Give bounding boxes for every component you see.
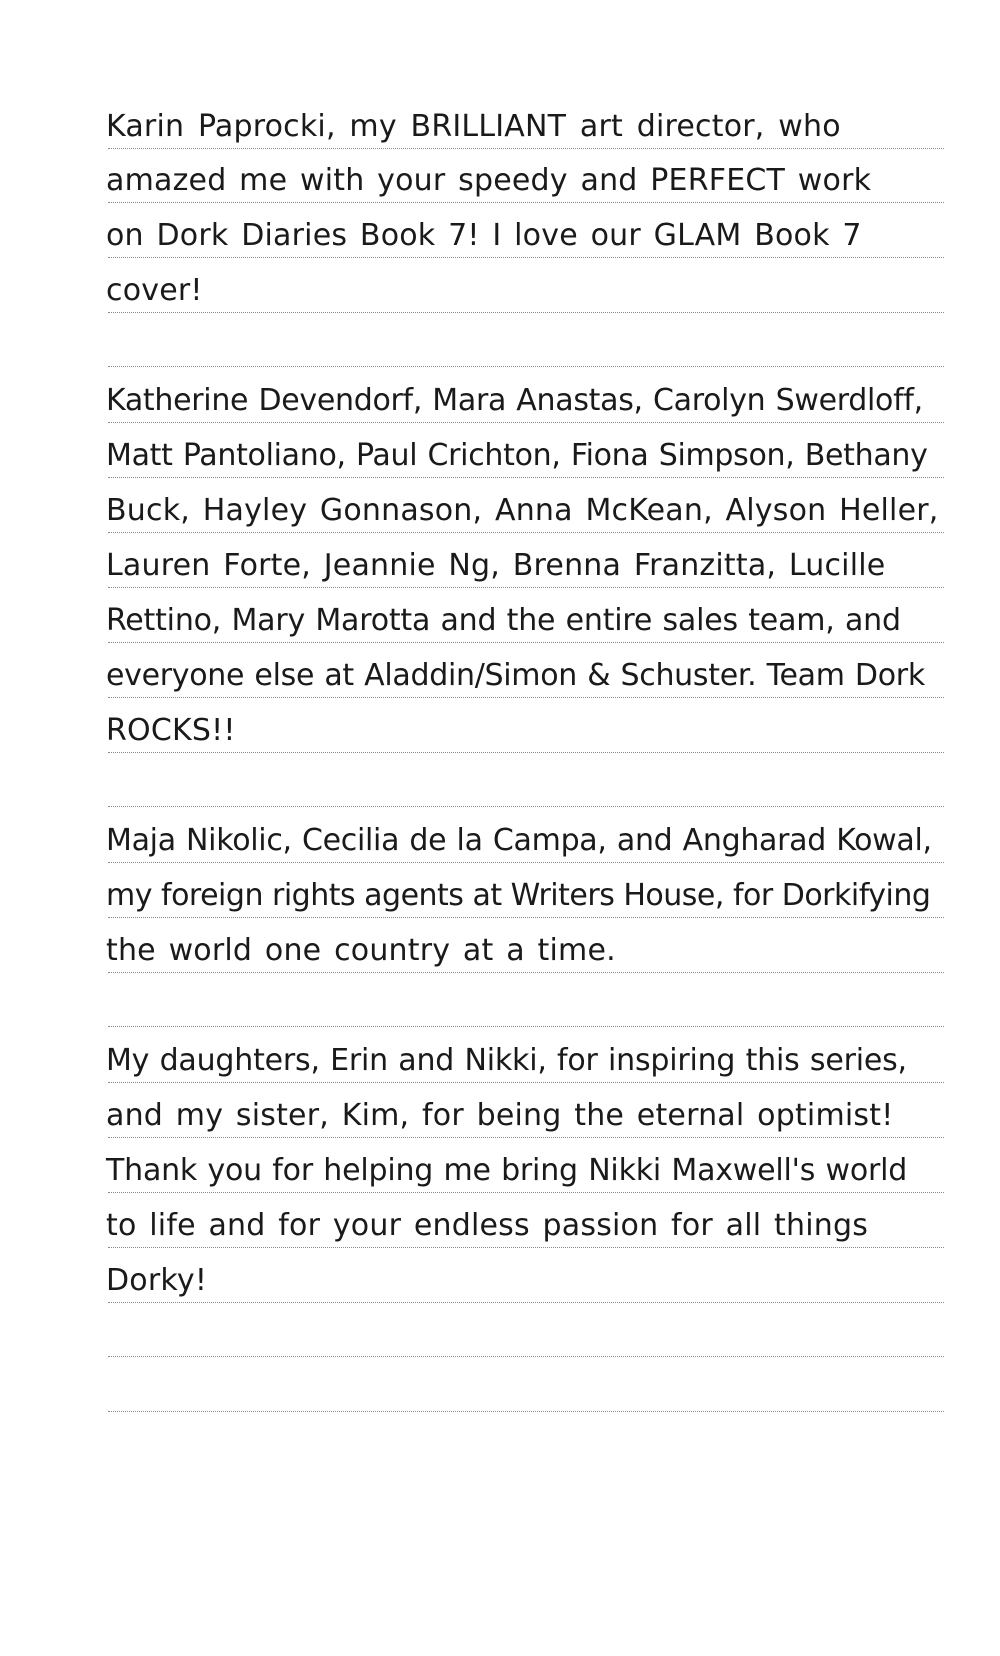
text-line-content: the world one country at a time. — [106, 933, 616, 968]
text-line-content: Buck, Hayley Gonnason, Anna McKean, Alyson Heller, — [106, 493, 939, 528]
text-line — [106, 1191, 946, 1247]
text-line — [106, 1136, 946, 1192]
ruled-line — [108, 1302, 944, 1303]
text-line — [106, 366, 946, 422]
ruled-line — [108, 1411, 944, 1412]
text-line — [106, 1081, 946, 1137]
text-line-content: to life and for your endless passion for all things — [106, 1208, 869, 1243]
text-line — [106, 201, 946, 257]
text-line-content: Maja Nikolic, Cecilia de la Campa, and Angharad Kowal, — [106, 823, 932, 858]
text-line-content: My daughters, Erin and Nikki, for inspiring this series, — [106, 1043, 907, 1078]
text-line — [106, 256, 946, 312]
text-line — [106, 92, 946, 148]
text-line-content: Rettino, Mary Marotta and the entire sales team, and — [106, 603, 901, 638]
ruled-line — [108, 752, 944, 753]
text-line-content: Thank you for helping me bring Nikki Maxwell's world — [106, 1153, 908, 1188]
text-line-content: and my sister, Kim, for being the eternal optimist! — [106, 1098, 894, 1133]
text-line — [106, 1026, 946, 1082]
text-line — [106, 146, 946, 202]
text-line-content: Dorky! — [106, 1263, 208, 1298]
text-line — [106, 586, 946, 642]
ruled-line — [108, 1356, 944, 1357]
text-line — [106, 861, 946, 917]
text-line — [106, 476, 946, 532]
text-line-content: my foreign rights agents at Writers House, for Dorkifying — [106, 878, 931, 913]
text-line — [106, 641, 946, 697]
text-line-content: Katherine Devendorf, Mara Anastas, Carolyn Swerdloff, — [106, 383, 923, 418]
text-line-content: ROCKS!! — [106, 713, 236, 748]
text-line — [106, 696, 946, 752]
text-line — [106, 421, 946, 477]
text-line-content: amazed me with your speedy and PERFECT work — [106, 163, 872, 198]
text-line — [106, 1246, 946, 1302]
text-line-content: Karin Paprocki, my BRILLIANT art director, who — [106, 109, 841, 144]
text-line — [106, 916, 946, 972]
text-line-content: everyone else at Aladdin/Simon & Schuster. Team Dork — [106, 658, 925, 693]
ruled-line — [108, 972, 944, 973]
text-line-content: on Dork Diaries Book 7! I love our GLAM Book 7 — [106, 218, 862, 253]
text-line-content: Lauren Forte, Jeannie Ng, Brenna Franzitta, Lucille — [106, 548, 886, 583]
ruled-line — [108, 312, 944, 313]
text-line — [106, 806, 946, 862]
text-line-content: cover! — [106, 273, 203, 308]
text-line — [106, 531, 946, 587]
text-line-content: Matt Pantoliano, Paul Crichton, Fiona Simpson, Bethany — [106, 438, 928, 473]
